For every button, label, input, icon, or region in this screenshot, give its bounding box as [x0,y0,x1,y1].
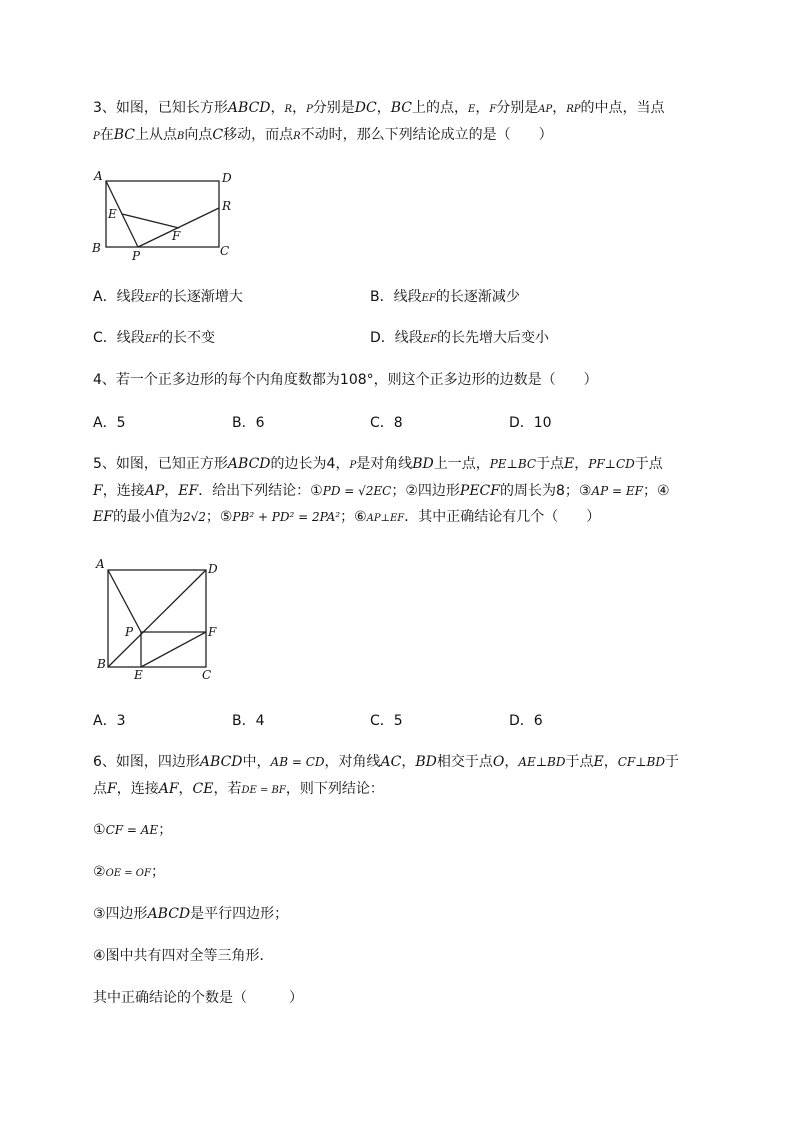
q5-stem-line-3 [93,507,600,529]
text: 3、如图，已知长方形 [93,100,228,116]
text: 分别是 [496,100,539,116]
segment-ef [141,632,206,667]
math: DC [354,100,377,116]
text: 的周长为8；③ [500,483,592,499]
math: P [93,131,100,142]
q6-conclusion-4: ④图中共有四对全等三角形． [93,948,274,964]
math: PB² + PD² = 2PA² [232,510,341,524]
label-r: R [222,199,232,213]
math: ABCD [227,456,271,472]
math: EF [178,483,199,499]
diagonal-bd [108,570,206,667]
text: ， [401,754,416,770]
text: ； [150,864,165,880]
math: R [293,131,301,142]
q3-option-d[interactable] [370,328,549,350]
text: 于点 [634,456,663,472]
text: ．给出下列结论：① [198,483,323,499]
q3-rectangle-figure [88,168,248,264]
text: ， [164,483,179,499]
math: F [107,781,117,797]
q3-option-b[interactable] [370,287,520,309]
text: 于 [664,754,679,770]
math: E [593,754,604,770]
text: ， [603,754,618,770]
label-f: F [208,625,217,639]
text: 的最小值为 [112,509,183,525]
math: E [468,104,476,115]
text: ① [93,822,106,838]
q5-option-b[interactable]: B．4 [232,713,265,729]
label-e: E [108,207,117,221]
text: 上一点， [433,456,490,472]
label-p: P [132,249,141,263]
q3-option-c[interactable] [93,328,215,350]
text: ， [292,100,307,116]
math: AF [158,781,179,797]
math: PF⊥CD [588,457,635,471]
text: 于点 [565,754,594,770]
text: ， [574,456,589,472]
math: PE⊥BC [489,457,537,471]
text: ；⑥ [340,509,367,525]
label-a: A [94,169,103,183]
q6-conclusion-3 [93,904,288,924]
segment-ap [108,570,141,632]
text: ， [178,781,193,797]
math: AB = CD [270,755,325,769]
text: 上的点， [412,100,468,116]
text: C．线段 [93,330,145,346]
math: PECF [459,483,500,499]
q4-option-a[interactable]: A．5 [93,415,126,431]
q4-option-c[interactable]: C．8 [370,415,403,431]
text: B．线段 [370,289,422,305]
text: ， [552,100,567,116]
text: 的长先增大后变小 [437,330,550,346]
text: ② [93,864,106,880]
math: OE = OF [105,868,151,879]
text: ， [475,100,490,116]
q4-option-b[interactable]: B．6 [232,415,265,431]
q6-question: 其中正确结论的个数是（ ） [93,990,303,1006]
label-d: D [208,562,218,576]
math: BC [390,100,412,116]
text: 的长不变 [159,330,216,346]
segment-ef [122,214,179,228]
text: 的长逐渐增大 [158,289,243,305]
text: ，连接 [116,781,159,797]
math: CF = AE [105,823,159,837]
math: EF [93,509,113,525]
label-b: B [92,241,101,255]
math: BD [412,456,434,472]
math: RP [566,104,581,115]
math: E [564,456,575,472]
label-e: E [134,668,143,682]
text: ③四边形 [93,906,148,922]
text: 向点 [184,127,213,143]
math: R [284,104,293,115]
label-c: C [202,668,212,682]
math: ABCD [227,100,271,116]
math: C [212,127,224,143]
q3-stem-line-2 [93,125,553,147]
text: 6、如图，四边形 [93,754,200,770]
q6-stem-line-2 [93,779,384,801]
q6-stem-line-1 [93,752,679,772]
math: B [177,131,185,142]
math: P [306,104,313,115]
text: ， [504,754,519,770]
math: AP [144,483,165,499]
math: ABCD [147,906,191,922]
text: ； [158,822,173,838]
q5-stem-line-1 [93,454,663,476]
label-p: P [125,625,134,639]
math: EF [422,334,438,345]
text: 中， [242,754,271,770]
q5-option-a[interactable]: A．3 [93,713,126,729]
text: 的中点，当点 [580,100,665,116]
text: ，若 [213,781,242,797]
math: O [492,754,505,770]
text: ；②四边形 [391,483,460,499]
text: ，则下列结论： [285,781,384,797]
q3-option-a[interactable] [93,287,243,309]
text: 分别是 [312,100,355,116]
label-b: B [97,657,106,671]
q5-square-figure [90,556,230,682]
text: 的长逐渐减少 [435,289,520,305]
math: AE⊥BD [518,755,566,769]
label-f: F [172,229,181,243]
q5-option-c[interactable]: C．5 [370,713,403,729]
math: AP⊥EF [366,513,405,524]
q4-stem: 4、若一个正多边形的每个内角度数都为108°，则这个正多边形的边数是（ ） [93,372,598,388]
math: F [93,483,103,499]
text: ，对角线 [324,754,381,770]
text: 不动时，那么下列结论成立的是（ ） [300,127,553,143]
text: ， [376,100,391,116]
math: BD [415,754,437,770]
math: ABCD [199,754,243,770]
q6-conclusion-1 [93,820,172,840]
math: EF [421,293,436,304]
math: F [489,104,497,115]
text: ；⑤ [205,509,233,525]
label-c: C [220,244,230,258]
math: DE = BF [241,785,286,796]
label-d: D [222,171,232,185]
text: 5、如图，已知正方形 [93,456,228,472]
math: AC [380,754,402,770]
text: 点 [93,781,107,797]
q5-stem-line-2 [93,481,670,501]
math: EF [144,293,159,304]
math: PD = √2EC [322,484,392,498]
text: 移动，而点 [223,127,294,143]
text: 于点 [536,456,565,472]
math: AP [538,104,553,115]
q6-conclusion-2 [93,862,165,884]
math: CE [192,781,214,797]
text: ．其中正确结论有几个（ ） [404,509,601,525]
text: D．线段 [370,330,423,346]
text: ；④ [642,483,670,499]
text: 上从点 [135,127,177,143]
text: 相交于点 [436,754,493,770]
math: BC [113,127,135,143]
text: ，连接 [102,483,145,499]
text: 是对角线 [356,456,413,472]
math: 2√2 [182,510,206,524]
math: CF⊥BD [617,755,665,769]
math: P [349,460,357,471]
q5-option-d[interactable]: D．6 [509,713,543,729]
text: ， [270,100,285,116]
math: AP = EF [591,484,643,498]
text: 是平行四边形； [190,906,289,922]
q4-option-d[interactable]: D．10 [509,415,552,431]
math: EF [144,334,160,345]
label-a: A [96,557,105,571]
text: 在 [99,127,114,143]
text: 的边长为4， [270,456,350,472]
q3-stem-line-1 [93,98,664,120]
text: A．线段 [93,289,145,305]
